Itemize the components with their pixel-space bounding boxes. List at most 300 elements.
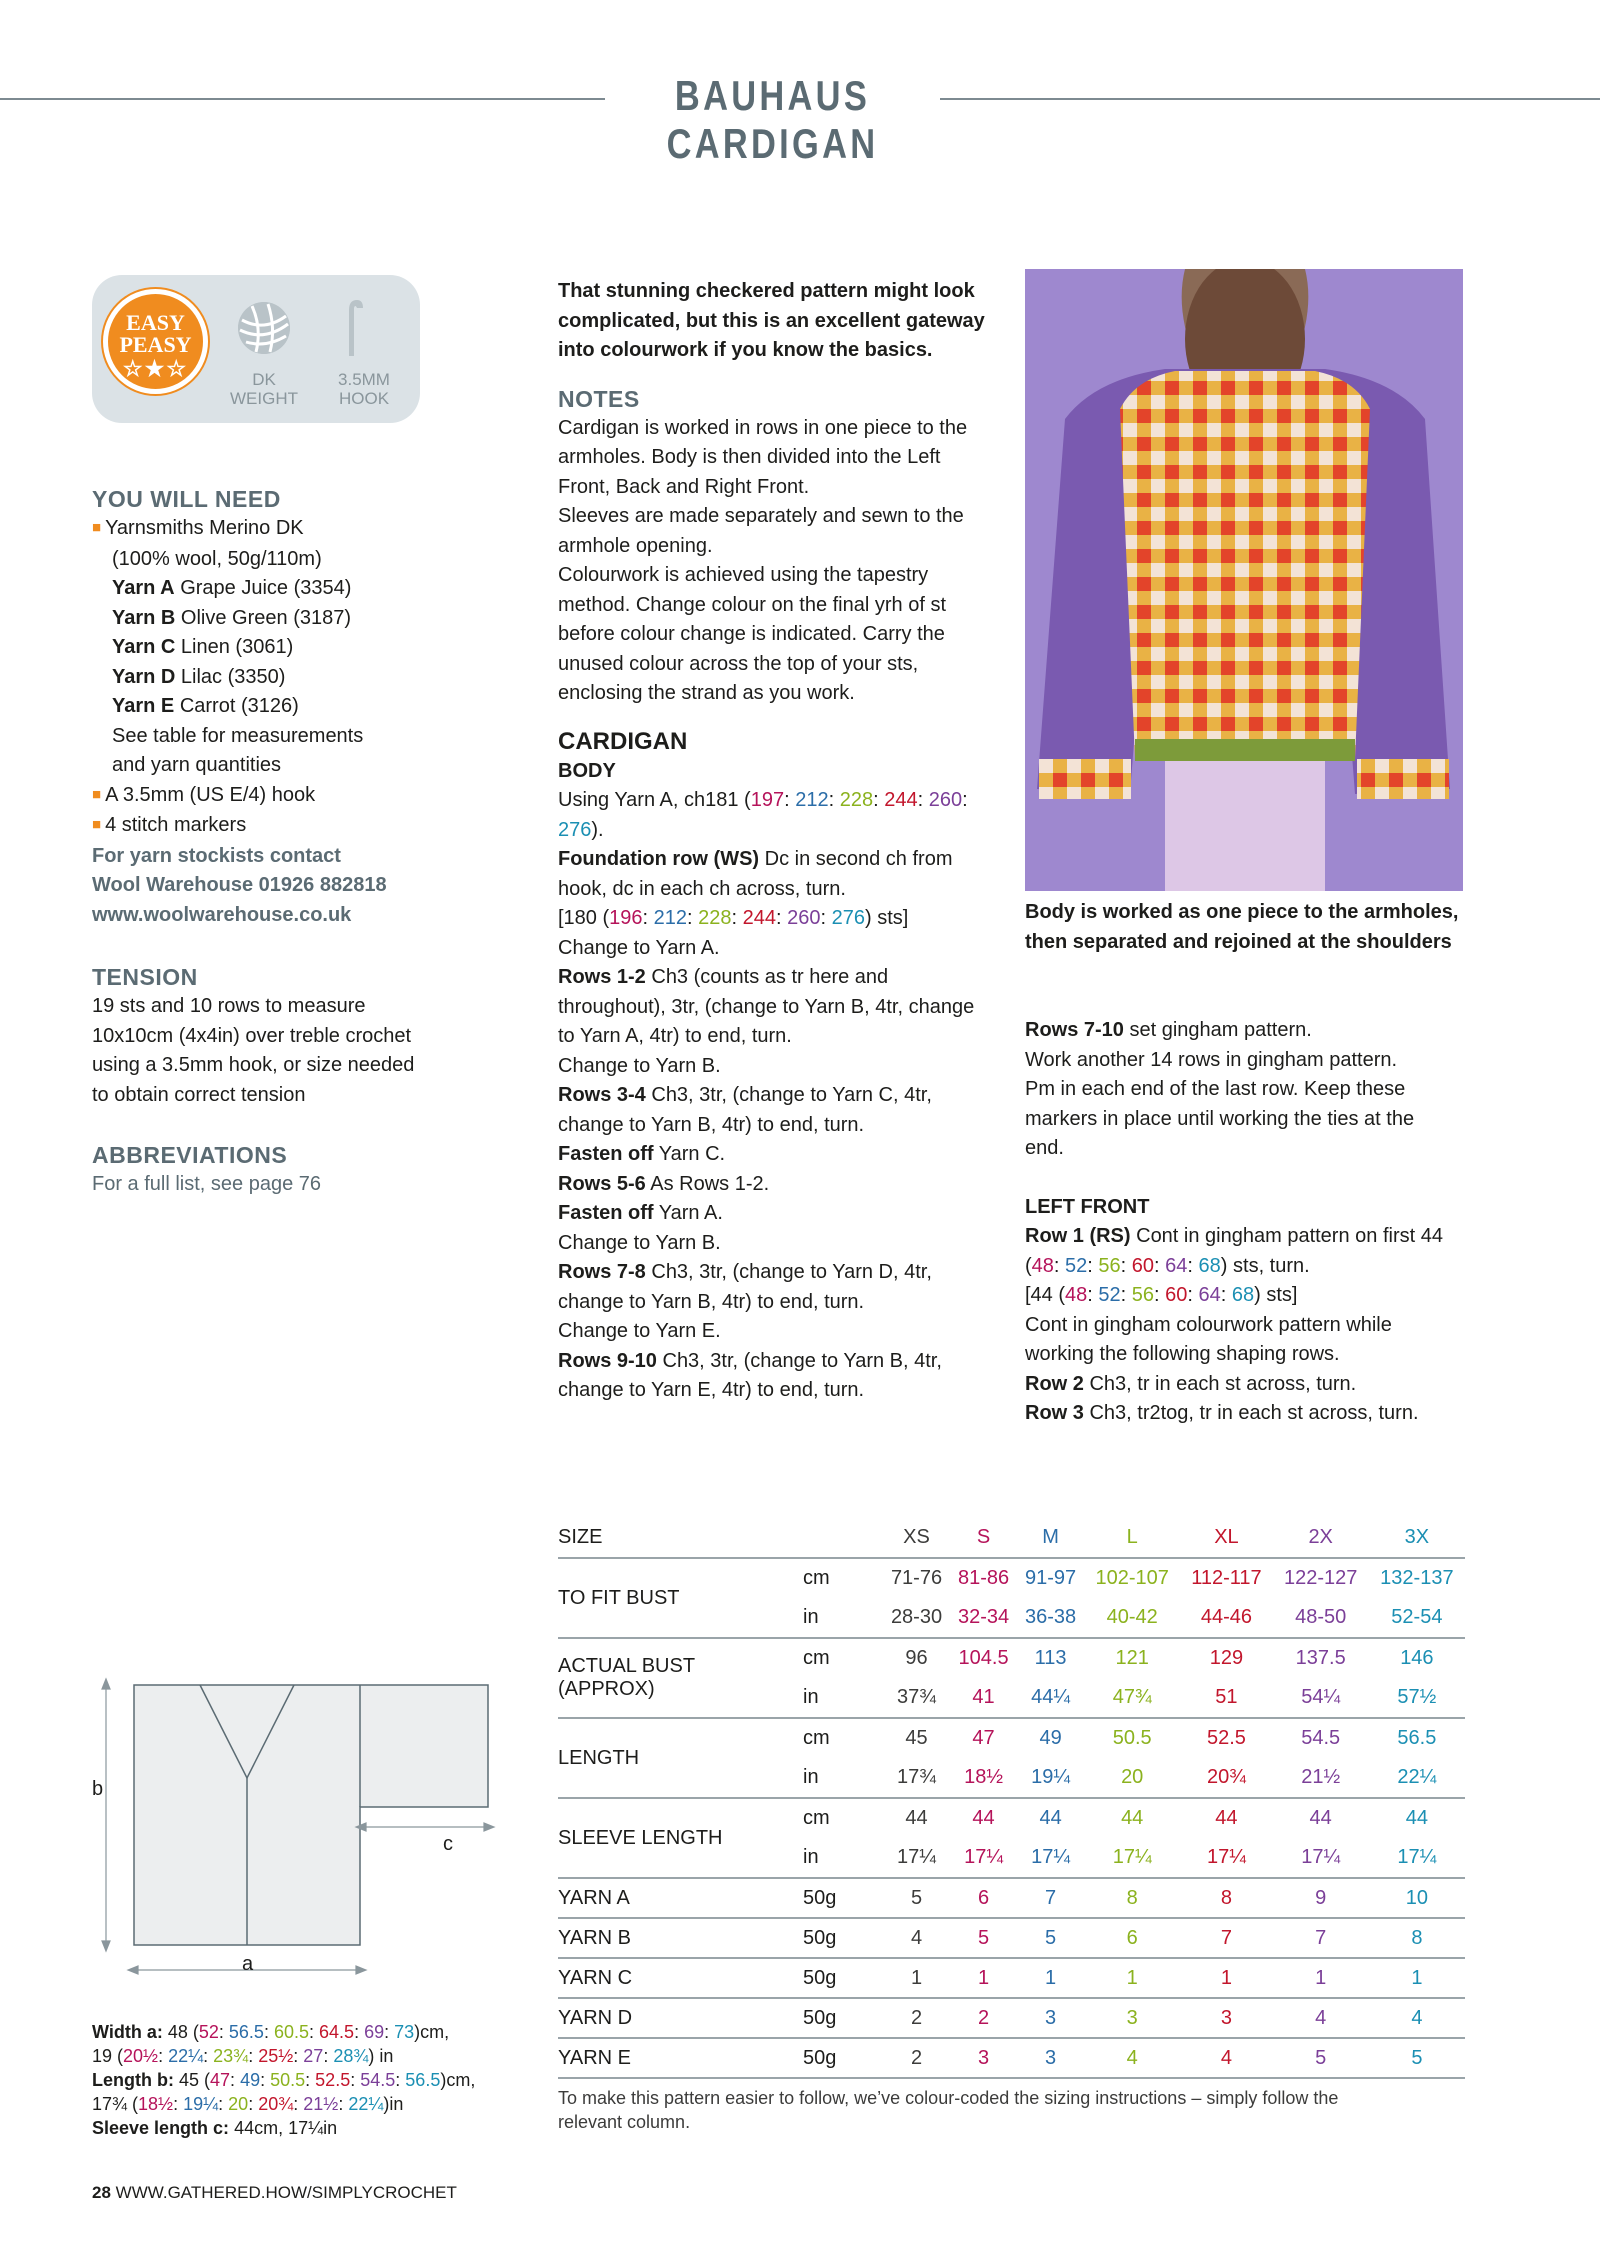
table-cell: 18½ (964, 1766, 1004, 1788)
badge-stars: ☆★☆ (122, 356, 189, 381)
table-row-label: YARN A (558, 1878, 803, 1918)
tension-line: to obtain correct tension (92, 1083, 306, 1106)
size-2x: 64 (1165, 1254, 1188, 1277)
width-value: 48 ( (162, 2022, 199, 2042)
size-2x: 260 (928, 789, 963, 811)
size-3x: 28¾ (333, 2046, 369, 2066)
table-cell: 4 (883, 1918, 950, 1958)
table-cell: 17¼ (897, 1846, 936, 1868)
size-3x: 276 (558, 818, 592, 841)
rows-3-4 (558, 1081, 1008, 1111)
table-cell: 36-38 (1025, 1606, 1077, 1628)
hook-item (92, 781, 432, 812)
size-l: 56 (1098, 1254, 1121, 1277)
size-m: 52 (1065, 1254, 1088, 1277)
label-line: ACTUAL BUST (558, 1655, 696, 1677)
table-cell: 44 (950, 1798, 1017, 1838)
table-cell: 112-117 (1191, 1567, 1262, 1589)
table-cell: 5 (883, 1878, 950, 1918)
size-2x: 54.5 (360, 2070, 396, 2090)
row-key: Row 3 (1025, 1402, 1084, 1424)
label-c: c (443, 1833, 453, 1855)
hook-label-l1: 3.5MM (338, 370, 390, 389)
yarn-value: Linen (3061) (180, 636, 294, 658)
tension-line: using a 3.5mm hook, or size needed (92, 1054, 415, 1076)
table-row (558, 1798, 1465, 1838)
rows-9-10 (558, 1347, 1008, 1377)
hook-label-l2: HOOK (338, 389, 390, 408)
table-row-label (558, 1638, 803, 1718)
size-xl: 20¾ (258, 2094, 294, 2114)
row-key: Rows 9-10 (558, 1349, 657, 1372)
table-header-cell: XS (883, 1518, 950, 1558)
stockist-url: www.woolwarehouse.co.uk (92, 903, 352, 926)
table-cell: 1 (1180, 1958, 1272, 1998)
table-cell: 9 (1273, 1878, 1369, 1918)
table-header-row (558, 1518, 1465, 1558)
notes-line: armholes. Body is then divided into the Left (558, 446, 941, 468)
using-post: ). (591, 818, 604, 841)
table-note-line: relevant column. (558, 2112, 691, 2132)
table-cell: 71-76 (890, 1567, 943, 1589)
table-cell: 3 (950, 2038, 1017, 2078)
table-cell: 17¼ (964, 1846, 1004, 1868)
table-cell: 3 (1180, 1998, 1272, 2038)
badge-line1: EASY (126, 310, 185, 335)
yarn-value: Lilac (3350) (180, 665, 286, 688)
rows-1-2 (558, 963, 1008, 993)
row-key: Rows 7-10 (1025, 1019, 1124, 1041)
row-text: change to Yarn E, 4tr) to end, turn. (558, 1379, 865, 1401)
row-text: Change to Yarn B. (558, 1054, 721, 1077)
table-cell: 6 (1084, 1918, 1180, 1958)
table-cell: 22¼ (1397, 1766, 1437, 1788)
sleeve-key: Sleeve length c: (92, 2118, 230, 2138)
table-unit: in (803, 1766, 819, 1788)
size-s: 52 (198, 2022, 219, 2042)
easy-peasy-badge (103, 289, 208, 394)
table-cell: 1 (1369, 1958, 1465, 1998)
table-cell: 45 (883, 1718, 950, 1758)
yarn-b-item (92, 604, 432, 634)
table-cell: 17¼ (1397, 1846, 1437, 1868)
row-text: Ch3, tr in each st across, turn. (1083, 1372, 1357, 1395)
table-cell: 32-34 (957, 1606, 1010, 1628)
row-key: Row 2 (1025, 1372, 1084, 1395)
you-will-need-heading: YOU WILL NEED (92, 486, 281, 512)
table-cell: 1 (950, 1958, 1017, 1998)
table-cell: 44 (1017, 1798, 1084, 1838)
row-text: Dc in second ch from (759, 848, 953, 870)
table-cell: 40-42 (1106, 1606, 1158, 1628)
table-row-label: SLEEVE LENGTH (558, 1798, 803, 1878)
size-xl: 244 (884, 789, 918, 811)
table-cell: 5 (1273, 2038, 1369, 2078)
row-text: Change to Yarn A. (558, 936, 720, 959)
table-cell: 20¾ (1206, 1766, 1246, 1788)
table-note (558, 2086, 1458, 2134)
row-text: markers in place until working the ties at the (1025, 1107, 1415, 1130)
yarn-e-item (92, 692, 432, 722)
abbreviations-heading: ABBREVIATIONS (92, 1142, 288, 1168)
size-m: 212 (795, 789, 829, 811)
table-cell: 81-86 (957, 1567, 1010, 1589)
header-rule-left (0, 98, 605, 100)
size-l: 50.5 (270, 2070, 306, 2090)
notes-heading: NOTES (558, 385, 640, 412)
foundation-row (558, 845, 1008, 875)
row-text: Ch3, 3tr, (change to Yarn D, 4tr, (645, 1261, 932, 1283)
table-row-label: LENGTH (558, 1718, 803, 1798)
width-in-line: 19 (20½: 22¼: 23¾: 25½: 27: 28¾) in (92, 2046, 394, 2066)
size-m: 49 (240, 2070, 261, 2090)
page-footer (92, 2183, 457, 2203)
table-row (558, 1958, 1465, 1998)
table-cell: 44 (883, 1798, 950, 1838)
table-cell: 21½ (1301, 1766, 1341, 1788)
table-row (558, 2038, 1465, 2078)
row-text: Change to Yarn E. (558, 1320, 721, 1342)
size-2x: 69 (364, 2022, 385, 2042)
size-3x: 68 (1231, 1284, 1255, 1306)
size-l: 56 (1131, 1284, 1155, 1306)
footer-url: WWW.GATHERED.HOW/SIMPLYCROCHET (115, 2183, 457, 2202)
table-cell: 17¼ (1301, 1846, 1341, 1868)
table-cell: 44 (1369, 1798, 1465, 1838)
row-text: change to Yarn B, 4tr) to end, turn. (558, 1290, 865, 1313)
table-cell: 56.5 (1369, 1718, 1465, 1758)
size-3x: 276 (831, 907, 866, 929)
notes-line: before colour change is indicated. Carry the (558, 623, 945, 645)
size-l: 228 (839, 789, 874, 811)
sleeve-value: 44cm, 17¼in (229, 2118, 338, 2138)
row-text: set gingham pattern. (1123, 1019, 1312, 1041)
table-cell: 44 (1273, 1798, 1369, 1838)
badge-line2: PEASY (119, 332, 192, 357)
yarn-key: Yarn C (112, 636, 176, 658)
table-row (558, 1918, 1465, 1958)
table-unit: cm (803, 1798, 883, 1838)
notes-line: Colourwork is achieved using the tapestry (558, 564, 929, 586)
table-header-cell: S (950, 1518, 1017, 1558)
row-1-rs (1025, 1222, 1485, 1252)
yarn-key: Yarn B (112, 606, 176, 629)
table-cell: 52.5 (1180, 1718, 1272, 1758)
table-cell: 41 (972, 1686, 995, 1708)
yarn-a-item (92, 574, 432, 604)
table-cell: 96 (883, 1638, 950, 1678)
row-1-count: [44 (48: 52: 56: 60: 64: 68) sts] (1025, 1284, 1298, 1306)
count-post: ) sts] (865, 907, 909, 929)
table-cell: 47¾ (1112, 1686, 1152, 1708)
table-cell: 7 (1273, 1918, 1369, 1958)
you-will-need-section (92, 484, 432, 930)
page-title: BAUHAUS CARDIGAN (666, 72, 879, 167)
yarn-composition: (100% wool, 50g/110m) (112, 547, 322, 570)
table-cell: 3 (1017, 1998, 1084, 2038)
yarn-ball-icon (238, 302, 290, 354)
row-text: Cont in gingham colourwork pattern while (1025, 1313, 1392, 1336)
table-cell: 4 (1180, 2038, 1272, 2078)
table-unit: in (803, 1606, 819, 1628)
see-table-note-2: and yarn quantities (112, 754, 282, 776)
table-header-cell (803, 1518, 883, 1558)
table-cell: 7 (1017, 1878, 1084, 1918)
count-post: ) sts] (1254, 1284, 1298, 1306)
table-unit: 50g (803, 1918, 883, 1958)
body-subheading: BODY (558, 759, 616, 782)
table-cell: 137.5 (1273, 1638, 1369, 1678)
size-2x: 260 (787, 907, 821, 929)
yarn-value: Olive Green (3187) (180, 606, 351, 629)
size-3x: 68 (1198, 1254, 1221, 1277)
notes-line: armhole opening. (558, 534, 713, 557)
size-l: 60.5 (273, 2022, 310, 2042)
header-rule-right (940, 98, 1600, 100)
table-cell: 1 (1084, 1958, 1180, 1998)
row-key: Rows 1-2 (558, 966, 646, 988)
table-cell: 5 (1017, 1918, 1084, 1958)
table-cell: 146 (1369, 1638, 1465, 1678)
table-unit: 50g (803, 2038, 883, 2078)
table-cell: 1 (883, 1958, 950, 1998)
table-row (558, 1638, 1465, 1678)
table-row (558, 1998, 1465, 2038)
row-text: throughout), 3tr, (change to Yarn B, 4tr, change (558, 995, 975, 1018)
table-unit: 50g (803, 1878, 883, 1918)
stockist-line2: Wool Warehouse 01926 882818 (92, 874, 387, 896)
table-cell: 4 (1084, 2038, 1180, 2078)
row-text: Work another 14 rows in gingham pattern. (1025, 1048, 1398, 1071)
size-3x: 56.5 (405, 2070, 441, 2090)
row-text: Change to Yarn B. (558, 1231, 721, 1254)
row-text: working the following shaping rows. (1025, 1343, 1340, 1365)
table-cell: 44-46 (1200, 1606, 1252, 1628)
abbreviations-text: For a full list, see page 76 (92, 1173, 322, 1195)
row-2 (1025, 1370, 1485, 1400)
width-key: Width a: (92, 2022, 163, 2042)
size-s: 20½ (123, 2046, 159, 2066)
row-text: Cont in gingham pattern on first 44 (1130, 1225, 1443, 1247)
yarn-d-item (92, 663, 432, 693)
table-cell: 48-50 (1295, 1606, 1347, 1628)
cardigan-heading: CARDIGAN (558, 727, 688, 755)
size-2x: 21½ (303, 2094, 339, 2114)
count-pre: [44 ( (1025, 1284, 1066, 1306)
length-post: )cm, (440, 2070, 476, 2090)
row-key: Row 1 (RS) (1025, 1225, 1131, 1247)
table-cell: 5 (1369, 2038, 1465, 2078)
table-cell: 6 (950, 1878, 1017, 1918)
right-column (1025, 1016, 1485, 1429)
table-cell: 1 (1017, 1958, 1084, 1998)
size-3x: 22¼ (348, 2094, 384, 2114)
table-cell: 49 (1017, 1718, 1084, 1758)
yarn-brand-item (92, 514, 432, 545)
table-cell: 122-127 (1283, 1567, 1358, 1589)
markers-text: 4 stitch markers (105, 814, 247, 836)
table-unit: cm (803, 1718, 883, 1758)
intro-line: complicated, but this is an excellent gateway (558, 309, 985, 332)
table-cell: 54¼ (1301, 1686, 1341, 1708)
size-xl: 60 (1165, 1284, 1188, 1306)
table-cell: 3 (1017, 2038, 1084, 2078)
row-text: Ch3, 3tr, (change to Yarn B, 4tr, (656, 1349, 942, 1372)
size-xl: 64.5 (319, 2022, 355, 2042)
table-header-cell: L (1084, 1518, 1180, 1558)
width-in-post: ) in (368, 2046, 394, 2066)
table-cell: 5 (950, 1918, 1017, 1958)
size-l: 23¾ (213, 2046, 249, 2066)
row-text: As Rows 1-2. (645, 1172, 770, 1195)
size-m: 19¼ (183, 2094, 219, 2114)
table-cell: 37¾ (897, 1686, 936, 1708)
rows-7-8 (558, 1258, 1008, 1288)
foundation-count: [180 (196: 212: 228: 244: 260: 276) sts] (558, 907, 909, 929)
label-a: a (242, 1953, 254, 1975)
size-xl: 52.5 (315, 2070, 351, 2090)
tension-heading: TENSION (92, 964, 198, 990)
table-cell: 44 (1084, 1798, 1180, 1838)
width-line: Width a: 48 (52: 56.5: 60.5: 64.5: 69: 73)cm, (92, 2022, 450, 2042)
stockist-line1: For yarn stockists contact (92, 844, 341, 867)
left-front-heading: LEFT FRONT (1025, 1195, 1150, 1218)
hook-size-label (322, 370, 406, 408)
table-row (558, 1878, 1465, 1918)
label-b: b (92, 1778, 104, 1800)
row-key: Foundation row (WS) (558, 848, 760, 870)
row-key: Rows 7-8 (558, 1261, 646, 1283)
table-cell: 10 (1369, 1878, 1465, 1918)
table-cell: 8 (1369, 1918, 1465, 1958)
size-s: 48 (1065, 1284, 1088, 1306)
notes-line: Sleeves are made separately and sewn to the (558, 505, 964, 527)
table-cell: 54.5 (1273, 1718, 1369, 1758)
yarn-key: Yarn E (112, 695, 175, 717)
width-in-pre: 19 ( (92, 2046, 124, 2066)
table-cell: 4 (1273, 1998, 1369, 2038)
size-m: 22¼ (168, 2046, 204, 2066)
size-xl: 25½ (258, 2046, 294, 2066)
length-in-pre: 17¾ ( (92, 2094, 139, 2114)
table-cell: 50.5 (1084, 1718, 1180, 1758)
using-yarn-line2 (558, 816, 1008, 846)
abbreviations-section (92, 1140, 432, 1200)
table-cell: 51 (1215, 1686, 1238, 1708)
row-text: Pm in each end of the last row. Keep these (1025, 1078, 1406, 1100)
yarn-value: Grape Juice (3354) (180, 577, 352, 599)
table-unit: 50g (803, 1998, 883, 2038)
table-cell: 17¼ (1031, 1846, 1071, 1868)
fasten-off-a (558, 1199, 1008, 1229)
row-text: hook, dc in each ch across, turn. (558, 877, 846, 900)
cardigan-back-photo (1025, 269, 1463, 891)
table-cell: 113 (1017, 1638, 1084, 1678)
table-cell: 19¼ (1031, 1766, 1071, 1788)
row-key: Fasten off (558, 1202, 654, 1224)
notes-line: unused colour across the top of your sts, (558, 652, 919, 675)
table-cell: 7 (1180, 1918, 1272, 1958)
table-cell: 44 (1180, 1798, 1272, 1838)
size-s: 47 (210, 2070, 231, 2090)
size-l: 20 (228, 2094, 249, 2114)
notes-line: enclosing the strand as you work. (558, 682, 855, 704)
crochet-hook-icon (337, 298, 367, 358)
fasten-off-c (558, 1140, 1008, 1170)
table-row-label: TO FIT BUST (558, 1586, 680, 1609)
label-line: (APPROX) (558, 1678, 655, 1700)
cardigan-schematic (90, 1675, 510, 1975)
intro-line: into colourwork if you know the basics. (558, 339, 933, 361)
table-row-label: YARN C (558, 1958, 803, 1998)
middle-column (558, 277, 1008, 1406)
size-s: 196 (609, 907, 643, 929)
table-header-cell: 3X (1369, 1518, 1465, 1558)
row-key: Fasten off (558, 1143, 654, 1165)
length-line: Length b: 45 (47: 49: 50.5: 52.5: 54.5: 56.5)cm, (92, 2070, 476, 2090)
row-key: Rows 5-6 (558, 1172, 646, 1195)
row-1-sizes: (48: 52: 56: 60: 64: 68) sts, turn. (1025, 1254, 1310, 1277)
photo-caption (1025, 898, 1485, 957)
table-cell: 17¼ (1112, 1846, 1152, 1868)
tension-line: 19 sts and 10 rows to measure (92, 995, 366, 1017)
size-3x: 73 (394, 2022, 415, 2042)
size-s: 48 (1031, 1254, 1054, 1277)
count-pre: [180 ( (558, 907, 610, 929)
markers-item (92, 811, 432, 842)
table-cell: 3 (1084, 1998, 1180, 2038)
yarn-key: Yarn D (112, 665, 176, 688)
caption-line: Body is worked as one piece to the armholes, (1025, 901, 1459, 923)
size-m: 52 (1098, 1284, 1121, 1306)
yarn-c-item (92, 633, 432, 663)
yarn-value: Carrot (3126) (179, 695, 299, 717)
row-text: end. (1025, 1137, 1064, 1159)
table-cell: 8 (1084, 1878, 1180, 1918)
width-post: )cm, (414, 2022, 450, 2042)
table-header-cell: M (1017, 1518, 1084, 1558)
table-cell: 1 (1273, 1958, 1369, 1998)
sleeve-line (92, 2116, 512, 2140)
size-l: 228 (698, 907, 732, 929)
notes-line: Front, Back and Right Front. (558, 475, 810, 498)
size-2x: 64 (1198, 1284, 1221, 1306)
table-cell: 44¼ (1031, 1686, 1071, 1708)
table-cell: 20 (1121, 1766, 1144, 1788)
table-row (558, 1718, 1465, 1758)
using-yarn-line: Using Yarn A, ch181 (197: 212: 228: 244: 260: (558, 789, 968, 811)
size-m: 212 (653, 907, 688, 929)
length-in-post: )in (383, 2094, 404, 2114)
row-text: Yarn C. (653, 1143, 726, 1165)
row-text: Ch3, 3tr, (change to Yarn C, 4tr, (645, 1084, 932, 1106)
hook-text: A 3.5mm (US E/4) hook (105, 783, 316, 806)
table-cell: 4 (1369, 1998, 1465, 2038)
notes-line: Cardigan is worked in rows in one piece to the (558, 416, 968, 439)
table-unit: in (803, 1686, 819, 1708)
row-text: Yarn A. (653, 1202, 723, 1224)
table-cell: 47 (950, 1718, 1017, 1758)
table-cell: 57½ (1397, 1686, 1437, 1708)
table-cell: 2 (883, 1998, 950, 2038)
table-header-cell: SIZE (558, 1518, 803, 1558)
weight-label-l2: WEIGHT (230, 389, 298, 408)
row-text: Ch3, tr2tog, tr in each st across, turn. (1083, 1402, 1419, 1424)
table-cell: 2 (883, 2038, 950, 2078)
size-2x: 27 (303, 2046, 324, 2066)
table-cell: 17¼ (1206, 1846, 1246, 1868)
row-text: change to Yarn B, 4tr) to end, turn. (558, 1113, 865, 1136)
